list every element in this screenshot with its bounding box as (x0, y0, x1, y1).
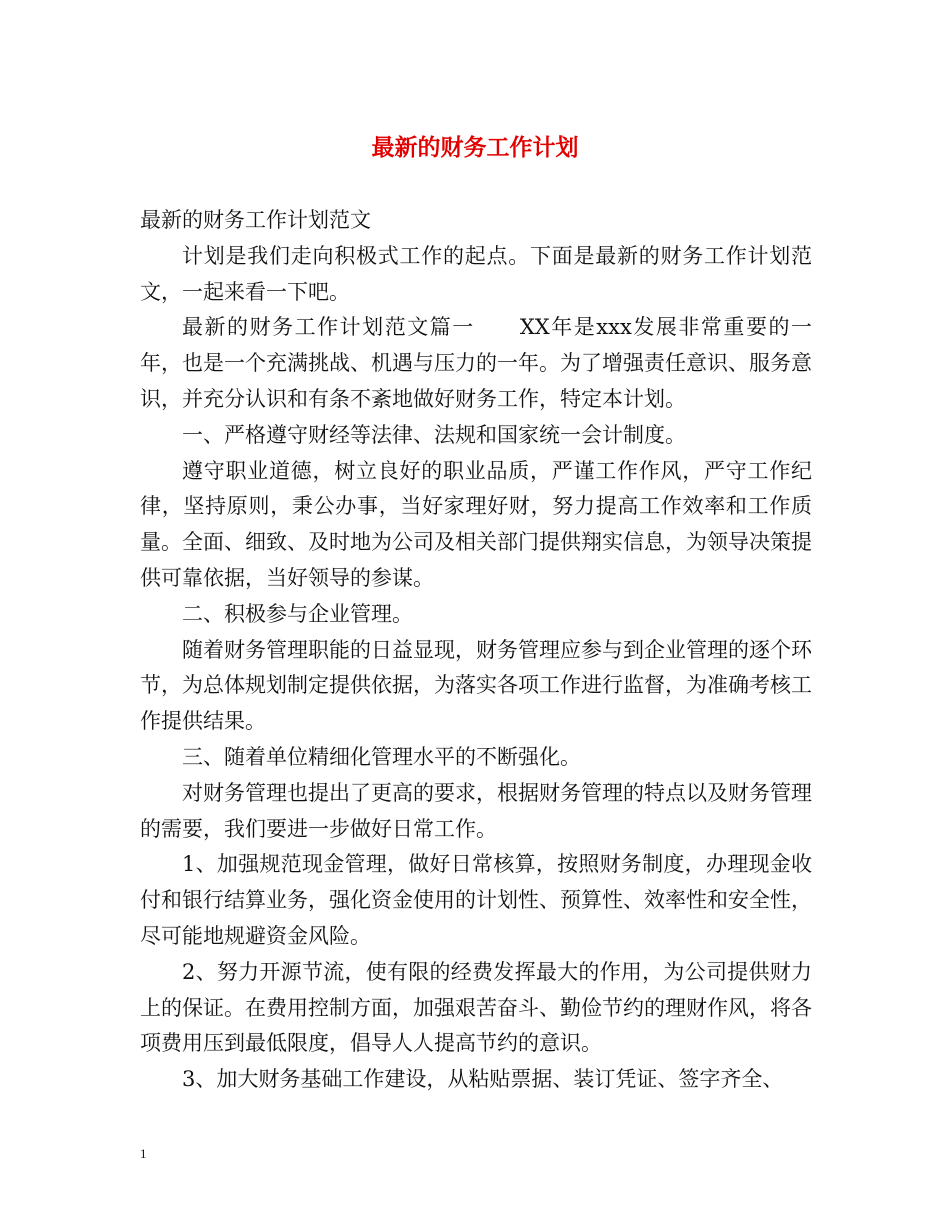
document-title: 最新的财务工作计划 (371, 134, 579, 161)
subtitle-paragraph: 最新的财务工作计划范文 (140, 208, 371, 232)
body-paragraph: 对财务管理也提出了更高的要求，根据财务管理的特点以及财务管理的需要，我们要进一步做好日常工作。 (140, 780, 812, 841)
document-body (140, 203, 812, 1098)
heading-one: 一、严格遵守财经等法律、法规和国家统一会计制度。 (182, 422, 686, 447)
heading-three: 三、随着单位精细化管理水平的不断强化。 (182, 744, 581, 769)
list-item-2: 2、努力开源节流，使有限的经费发挥最大的作用，为公司提供财力上的保证。在费用控制方面，加强艰苦奋斗、勤俭节约的理财作风，将各项费用压到最低限度，倡导人人提高节约的意识。 (140, 959, 812, 1056)
list-item-3: 3、加大财务基础工作建设，从粘贴票据、装订凭证、签字齐全、 (182, 1067, 784, 1092)
intro-paragraph: 计划是我们走向积极式工作的起点。下面是最新的财务工作计划范文，一起来看一下吧。 (140, 243, 812, 304)
body-paragraph: 随着财务管理职能的日益显现，财务管理应参与到企业管理的逐个环节，为总体规划制定提供依据，为落实各项工作进行监督，为准确考核工作提供结果。 (140, 637, 812, 734)
page-number: 1 (140, 1146, 147, 1161)
section-intro-paragraph: 最新的财务工作计划范文篇一 XX年是xxx发展非常重要的一年，也是一个充满挑战、机遇与压力的一年。为了增强责任意识、服务意识，并充分认识和有条不紊地做好财务工作，特定本计划。 (140, 315, 812, 411)
list-item-1: 1、加强规范现金管理，做好日常核算，按照财务制度，办理现金收付和银行结算业务，强化资金使用的计划性、预算性、效率性和安全性，尽可能地规避资金风险。 (140, 852, 812, 948)
body-paragraph: 遵守职业道德，树立良好的职业品质，严谨工作作风，严守工作纪律，坚持原则，秉公办事，当好家理好财，努力提高工作效率和工作质量。全面、细致、及时地为公司及相关部门提供翔实信息，为领导决策提供可靠依据，当好领导的参谋。 (140, 458, 812, 590)
heading-two: 二、积极参与企业管理。 (182, 601, 413, 626)
